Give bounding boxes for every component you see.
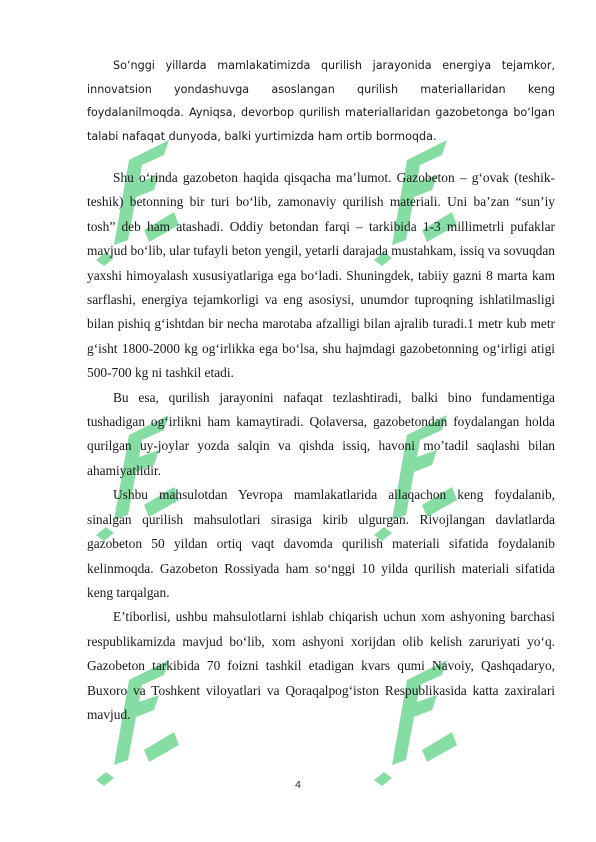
page-number: 4 (294, 780, 302, 791)
paragraph: Bu esa, qurilish jarayonini nafaqat tezlashtiradi, balki bino fundamentiga tushadigan og‘irlikni ham kamaytiradi. Qolaversa, gazobetondan foydalangan holda qurilgan uy-joylar yozda salqin va qishda issiq, havoni mo’tadil saqlashi bilan ahamiyatlidir. (87, 389, 555, 478)
body-text (87, 166, 555, 727)
paragraph: Ushbu mahsulotdan Yevropa mamlakatlarida allaqachon keng foydalanib, sinalgan qurilish mahsulotlari sirasiga kirib ulgurgan. Rivojlangan davlatlarda gazobeton 50 yildan ortiq vaqt davomda qurilish materiali sifatida foydalanib kelinmoqda. Gazobeton Rossiyada ham so‘nggi 10 yilda qurilish materiali sifatida keng tarqalgan. (87, 487, 555, 600)
paragraph: Shu o‘rinda gazobeton haqida qisqacha ma’lumot. Gazobeton – g‘ovak (teshik-teshik) betonning bir turi bo‘lib, zamonaviy qurilish materiali. Uni ba’zan “sun’iy tosh” deb ham atashadi. Oddiy betondan farqi – tarkibida 1-3 millimetrli pufaklar mavjud bo‘lib, ular tufayli beton yengil, yetarli darajada mustahkam, issiq va sovuqdan yaxshi himoyalash xususiyatlariga ega bo‘ladi. Shuningdek, tabiiy gazni 8 marta kam sarflashi, energiya tejamkorligi va eng asosiysi, unumdor tuproqning ishlatilmasligi bilan pishiq g‘ishtdan bir necha marotaba afzalligi bilan ajralib turadi.1 metr kub metr g‘isht 1800-2000 kg og‘irlikka ega bo‘lsa, shu hajmdagi gazobetonning og‘irligi atigi 500-700 kg ni tashkil etadi. (87, 170, 555, 381)
paragraph: E’tiborlisi, ushbu mahsulotlarni ishlab chiqarish uchun xom ashyoning barchasi respublikamizda mavjud bo‘lib, xom ashyoni xorijdan olib kelish zaruriyati yo‘q. Gazobeton tarkibida 70 foizni tashkil etadigan kvars qumi Navoiy, Qashqadaryo, Buxoro va Toshkent viloyatlari va Qoraqalpog‘iston Respublikasida katta zaxiralari mavjud. (87, 609, 555, 722)
intro-paragraph: So‘nggi yillarda mamlakatimizda qurilish jarayonida energiya tejamkor, innovatsion yondashuvga asoslangan qurilish materiallaridan keng foydalanilmoqda. Ayniqsa, devorbop qurilish materiallaridan gazobetonga bo‘lgan talabi nafaqat dunyoda, balki yurtimizda ham ortib bormoqda. (87, 59, 555, 143)
